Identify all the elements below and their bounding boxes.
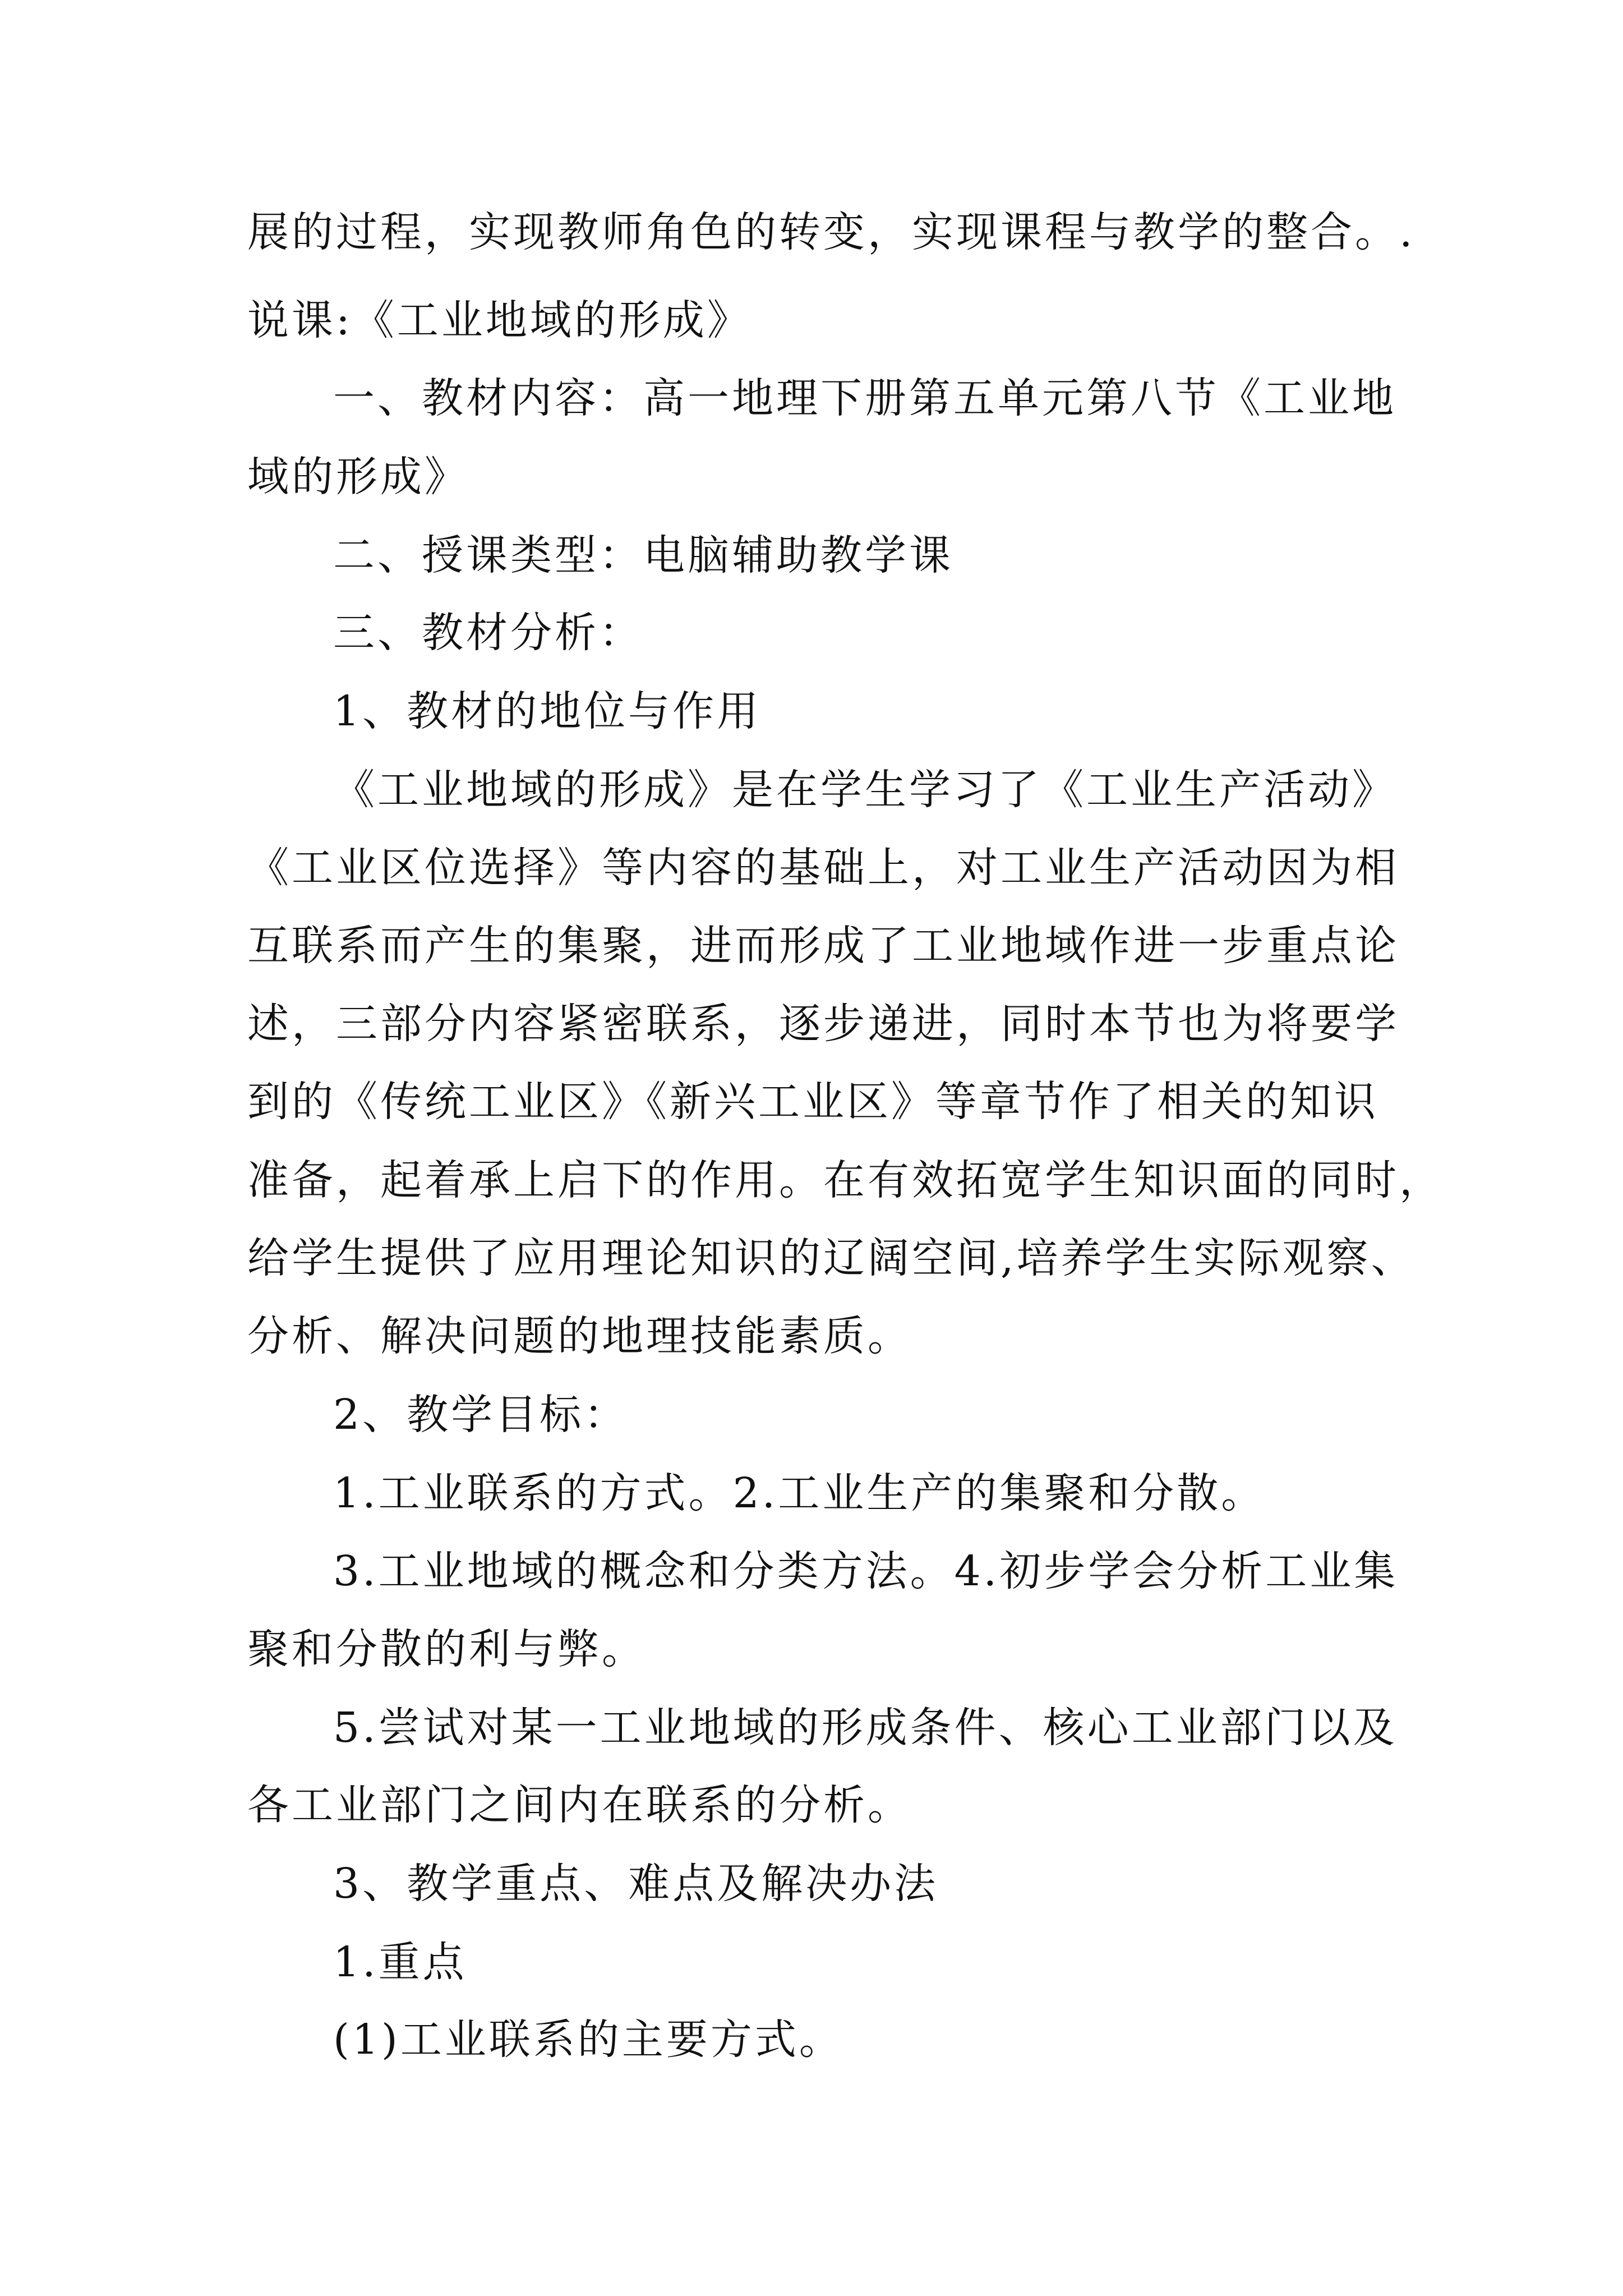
text-line: 5.尝试对某一工业地域的形成条件、核心工业部门以及 xyxy=(333,1704,1398,1752)
text-line: 三、教材分析： xyxy=(333,609,643,657)
text-line: 3.工业地域的概念和分类方法。4.初步学会分析工业集 xyxy=(333,1547,1399,1595)
text-line: 《工业地域的形成》是在学生学习了《工业生产活动》 xyxy=(333,766,1396,814)
text-line: 到的《传统工业区》《新兴工业区》等章节作了相关的知识 xyxy=(247,1078,1378,1126)
text-line: 1.工业联系的方式。2.工业生产的集聚和分散。 xyxy=(333,1469,1266,1517)
text-line: 述，三部分内容紧密联系，逐步递进，同时本节也为将要学 xyxy=(247,1000,1399,1048)
text-line: (1)工业联系的主要方式。 xyxy=(333,2016,843,2064)
text-line: 分析、解决问题的地理技能素质。 xyxy=(247,1312,912,1360)
text-line: 1、教材的地位与作用 xyxy=(333,687,762,735)
text-line: 聚和分散的利与弊。 xyxy=(247,1625,646,1673)
text-line: 说课:《工业地域的形成》 xyxy=(247,296,751,344)
text-line: 2、教学目标： xyxy=(333,1391,629,1439)
text-line: 展的过程，实现教师角色的转变，实现课程与教学的整合。. xyxy=(247,208,1415,256)
text-line: 域的形成》 xyxy=(247,453,469,501)
text-line: 各工业部门之间内在联系的分析。 xyxy=(247,1781,912,1829)
text-line: 1.重点 xyxy=(333,1938,467,1986)
text-line: 二、授课类型：电脑辅助教学课 xyxy=(333,531,953,579)
text-line: 准备，起着承上启下的作用。在有效拓宽学生知识面的同时， xyxy=(247,1156,1444,1204)
text-line: 《工业区位选择》等内容的基础上，对工业生产活动因为相 xyxy=(247,844,1399,892)
text-line: 互联系而产生的集聚，进而形成了工业地域作进一步重点论 xyxy=(247,922,1399,970)
text-line: 一、教材内容：高一地理下册第五单元第八节《工业地 xyxy=(333,374,1396,422)
text-line: 3、教学重点、难点及解决办法 xyxy=(333,1860,939,1908)
text-line: 给学生提供了应用理论知识的辽阔空间,培养学生实际观察、 xyxy=(247,1234,1415,1282)
